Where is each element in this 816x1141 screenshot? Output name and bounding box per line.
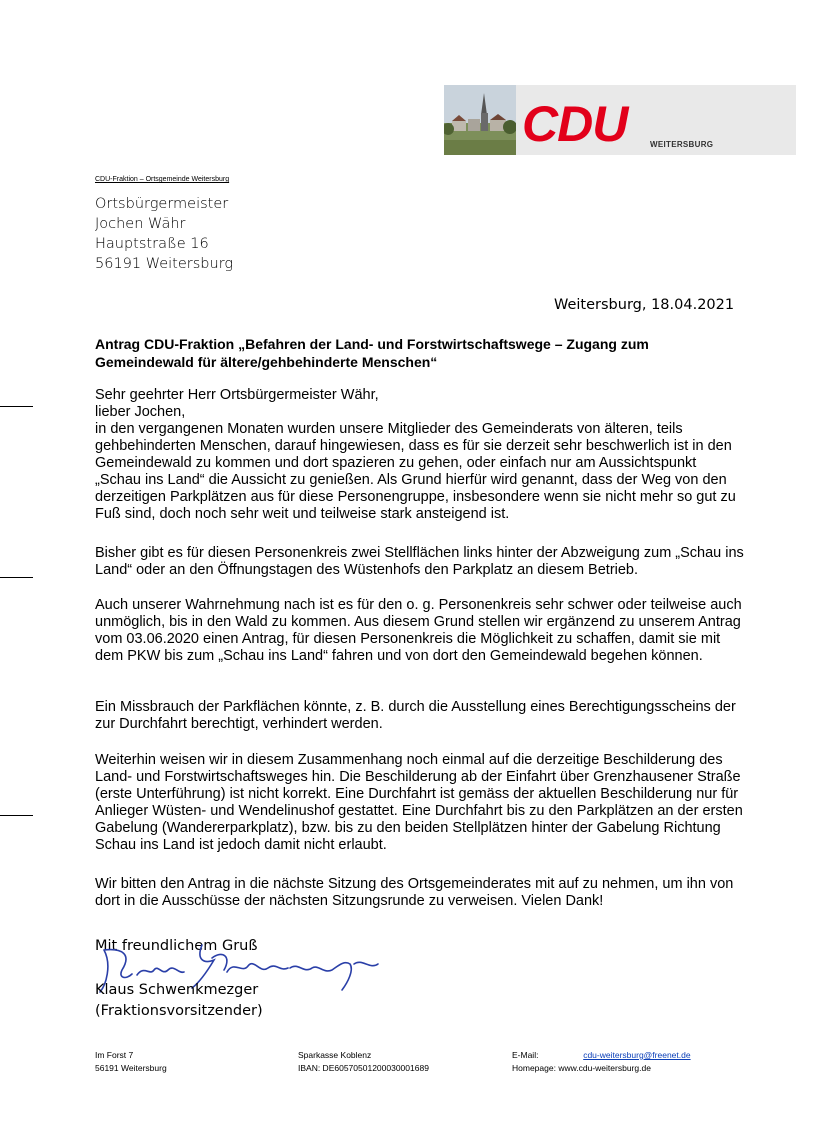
fold-mark — [0, 406, 33, 407]
cdu-logo: CDU — [522, 96, 628, 152]
letter-subject: Antrag CDU-Fraktion „Befahren der Land- und Forstwirtschaftswege – Zugang zum Gemeindewald für ältere/gehbehinderte Menschen“ — [95, 336, 649, 370]
paragraph-4: Ein Missbrauch der Parkflächen könnte, z. B. durch die Ausstellung eines Berechtigungsscheins der zur Durchfahrt berechtigt, verhindert werden. — [95, 699, 736, 732]
town-photo — [444, 85, 516, 155]
paragraph-3: Auch unserer Wahrnehmung nach ist es für den o. g. Personenkreis sehr schwer oder teilweise auch unmöglich, bis in den Wald zu kommen. Aus diesem Grund stellen wir ergänzend zu unserem Antrag vom 03.06.2020 einen Antrag, für diesen Personenkreis die Möglichkeit zu schaffen, damit sie mit dem PKW bis zum „Schau ins Land“ fahren und von dort den Gemeindewald begehen können. — [95, 597, 742, 664]
paragraph-1: in den vergangenen Monaten wurden unsere Mitglieder des Gemeinderats von älteren, teils gehbehinderten Menschen, darauf hingewiesen, dass es für sie derzeit sehr beschwerlich ist in den Gemeindewald zu kommen und dort spazieren zu gehen, oder einfach nur am Aussichtspunkt „Schau ins Land“ die Aussicht zu genießen. Als Grund hierfür wird genannt, dass der Weg von den derzeitigen Parkplätzen aus für diese Personengruppe, insbesondere wenn sie nicht mehr so gut zu Fuß sind, doch noch sehr weit und teilweise stark ansteigend ist. — [95, 421, 736, 522]
logo-subtitle: WEITERSBURG — [650, 140, 714, 149]
footer-city: 56191 Weitersburg — [95, 1063, 167, 1073]
footer-address — [95, 1049, 167, 1075]
recipient-street: Hauptstraße 16 — [95, 236, 209, 252]
salutation-informal: lieber Jochen, — [95, 404, 186, 420]
footer-email-label: E-Mail: — [512, 1050, 539, 1060]
closing-greeting: Mit freundlichem Gruß — [95, 938, 258, 954]
footer-iban: IBAN: DE60570501200030001689 — [298, 1063, 429, 1073]
recipient-name: Jochen Währ — [95, 216, 186, 232]
fold-mark — [0, 577, 33, 578]
fold-mark — [0, 815, 33, 816]
recipient-title: Ortsbürgermeister — [95, 196, 229, 212]
signature-role: (Fraktionsvorsitzender) — [95, 1003, 263, 1019]
footer-street: Im Forst 7 — [95, 1050, 134, 1060]
sender-line: CDU-Fraktion – Ortsgemeinde Weitersburg — [95, 176, 230, 183]
paragraph-5: Weiterhin weisen wir in diesem Zusammenhang noch einmal auf die derzeitige Beschilderung des Land- und Forstwirtschaftsweges hin. Die Beschilderung ab der Einfahrt über Grenzhausener Straße (erste Unterführung) ist nicht korrekt. Eine Durchfahrt ist gemäss der aktuellen Beschilderung nur für Anlieger Wüsten- und Wendelinushof gestattet. Eine Durchfahrt bis zu den Parkplätzen an der ersten Gabelung (Wandererparkplatz), bzw. bis zu den beiden Stellplätzen hinter der Gabelung Richtung Schau ins Land ist jedoch damit nicht erlaubt. — [95, 752, 743, 853]
footer-contact — [512, 1049, 691, 1075]
salutation-formal: Sehr geehrter Herr Ortsbürgermeister Währ, — [95, 387, 379, 403]
footer-homepage-label: Homepage: — [512, 1063, 556, 1073]
footer-bank — [298, 1049, 429, 1075]
paragraph-2: Bisher gibt es für diesen Personenkreis zwei Stellflächen links hinter der Abzweigung zum „Schau ins Land“ oder an den Öffnungstagen des Wüstenhofs den Parkplatz an diesem Betrieb. — [95, 545, 744, 578]
paragraph-6: Wir bitten den Antrag in die nächste Sitzung des Ortsgemeinderates mit auf zu nehmen, um ihn von dort in die Ausschüsse der nächsten Sitzungsrunde zu verweisen. Vielen Dank! — [95, 876, 734, 909]
logo-banner — [444, 85, 796, 155]
letter-date: Weitersburg, 18.04.2021 — [554, 297, 735, 313]
footer-email-link[interactable]: cdu-weitersburg@freenet.de — [583, 1050, 691, 1060]
footer-bank-name: Sparkasse Koblenz — [298, 1050, 372, 1060]
footer-homepage-link[interactable]: www.cdu-weitersburg.de — [558, 1063, 651, 1073]
signature-name: Klaus Schwenkmezger — [95, 982, 259, 998]
recipient-city: 56191 Weitersburg — [95, 256, 234, 272]
